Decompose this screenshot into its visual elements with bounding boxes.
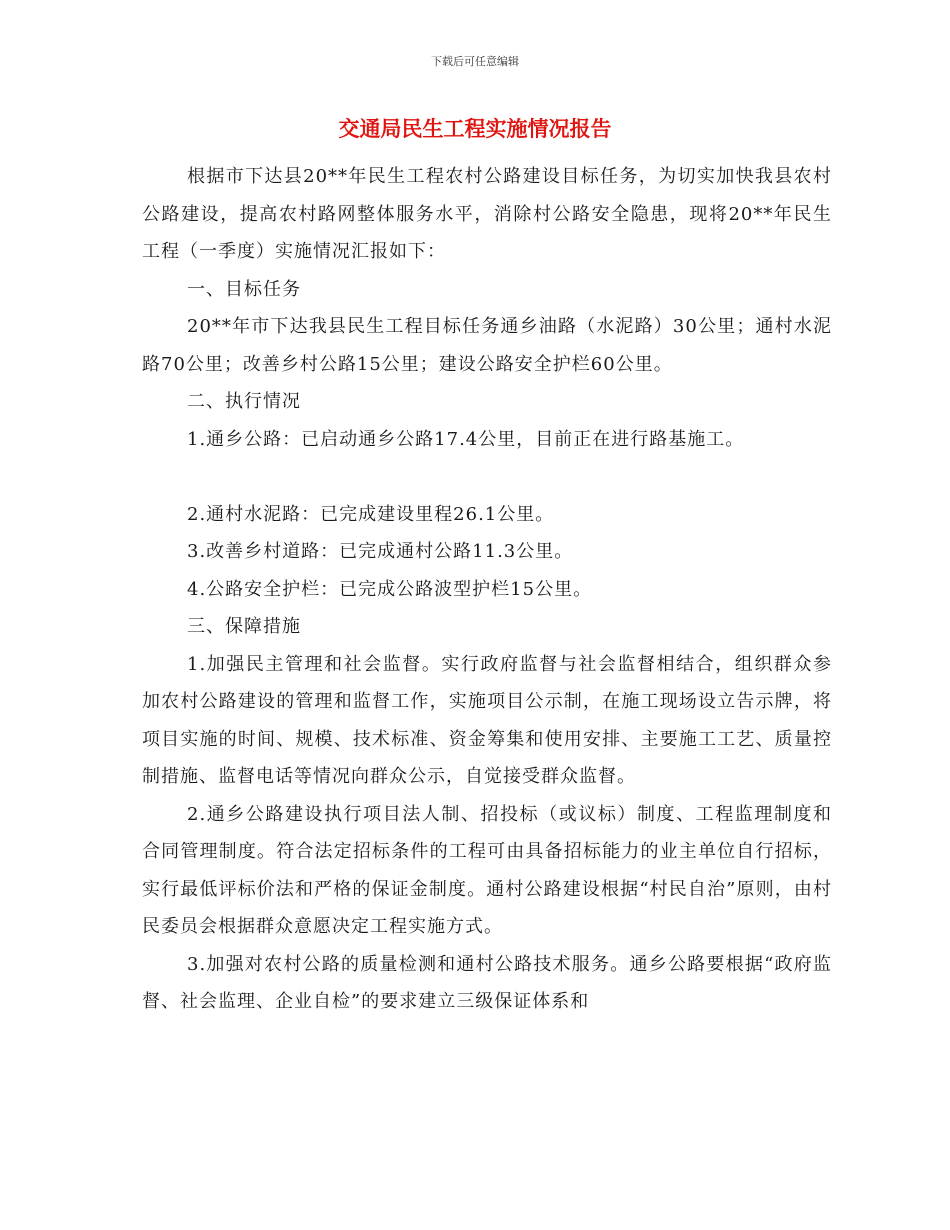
intro-paragraph: 根据市下达县20**年民生工程农村公路建设目标任务，为切实加快我县农村公路建设，提高农村路网整体服务水平，消除村公路安全隐患，现将20**年民生工程（一季度）实施情况汇报如下： — [142, 166, 832, 262]
execution-item-4: 4.公路安全护栏：已完成公路波型护栏15公里。 — [187, 578, 593, 600]
page-header-note: 下载后可任意编辑 — [431, 55, 519, 68]
section-heading-measures: 三、保障措施 — [187, 616, 301, 637]
measure-paragraph-2: 2.通乡公路建设执行项目法人制、招投标（或议标）制度、工程监理制度和合同管理制度。符合法定招标条件的工程可由具备招标能力的业主单位自行招标，实行最低评标价法和严格的保证金制度。通村公路建设根据“村民自治”原则，由村民委员会根据群众意愿决定工程实施方式。 — [142, 803, 832, 937]
execution-item-3: 3.改善乡村道路：已完成通村公路11.3公里。 — [187, 541, 574, 562]
section-heading-execution: 二、执行情况 — [187, 391, 301, 412]
document-title: 交通局民生工程实施情况报告 — [338, 117, 612, 141]
document-body — [142, 158, 832, 1021]
execution-item-1: 1.通乡公路：已启动通乡公路17.4公里，目前正在进行路基施工。 — [187, 428, 745, 450]
targets-paragraph: 20**年市下达我县民生工程目标任务通乡油路（水泥路）30公里；通村水泥路70公里；改善乡村公路15公里；建设公路安全护栏60公里。 — [142, 316, 832, 375]
blank-line — [142, 458, 832, 496]
measure-paragraph-1: 1.加强民主管理和社会监督。实行政府监督与社会监督相结合，组织群众参加农村公路建设的管理和监督工作，实施项目公示制，在施工现场设立告示牌，将项目实施的时间、规模、技术标准、资金筹集和使用安排、主要施工工艺、质量控制措施、监督电话等情况向群众公示，自觉接受群众监督。 — [142, 653, 832, 787]
execution-item-2: 2.通村水泥路：已完成建设里程26.1公里。 — [187, 503, 555, 525]
section-heading-targets: 一、目标任务 — [187, 278, 301, 300]
measure-paragraph-3: 3.加强对农村公路的质量检测和通村公路技术服务。通乡公路要根据“政府监督、社会监理、企业自检”的要求建立三级保证体系和 — [142, 953, 832, 1012]
